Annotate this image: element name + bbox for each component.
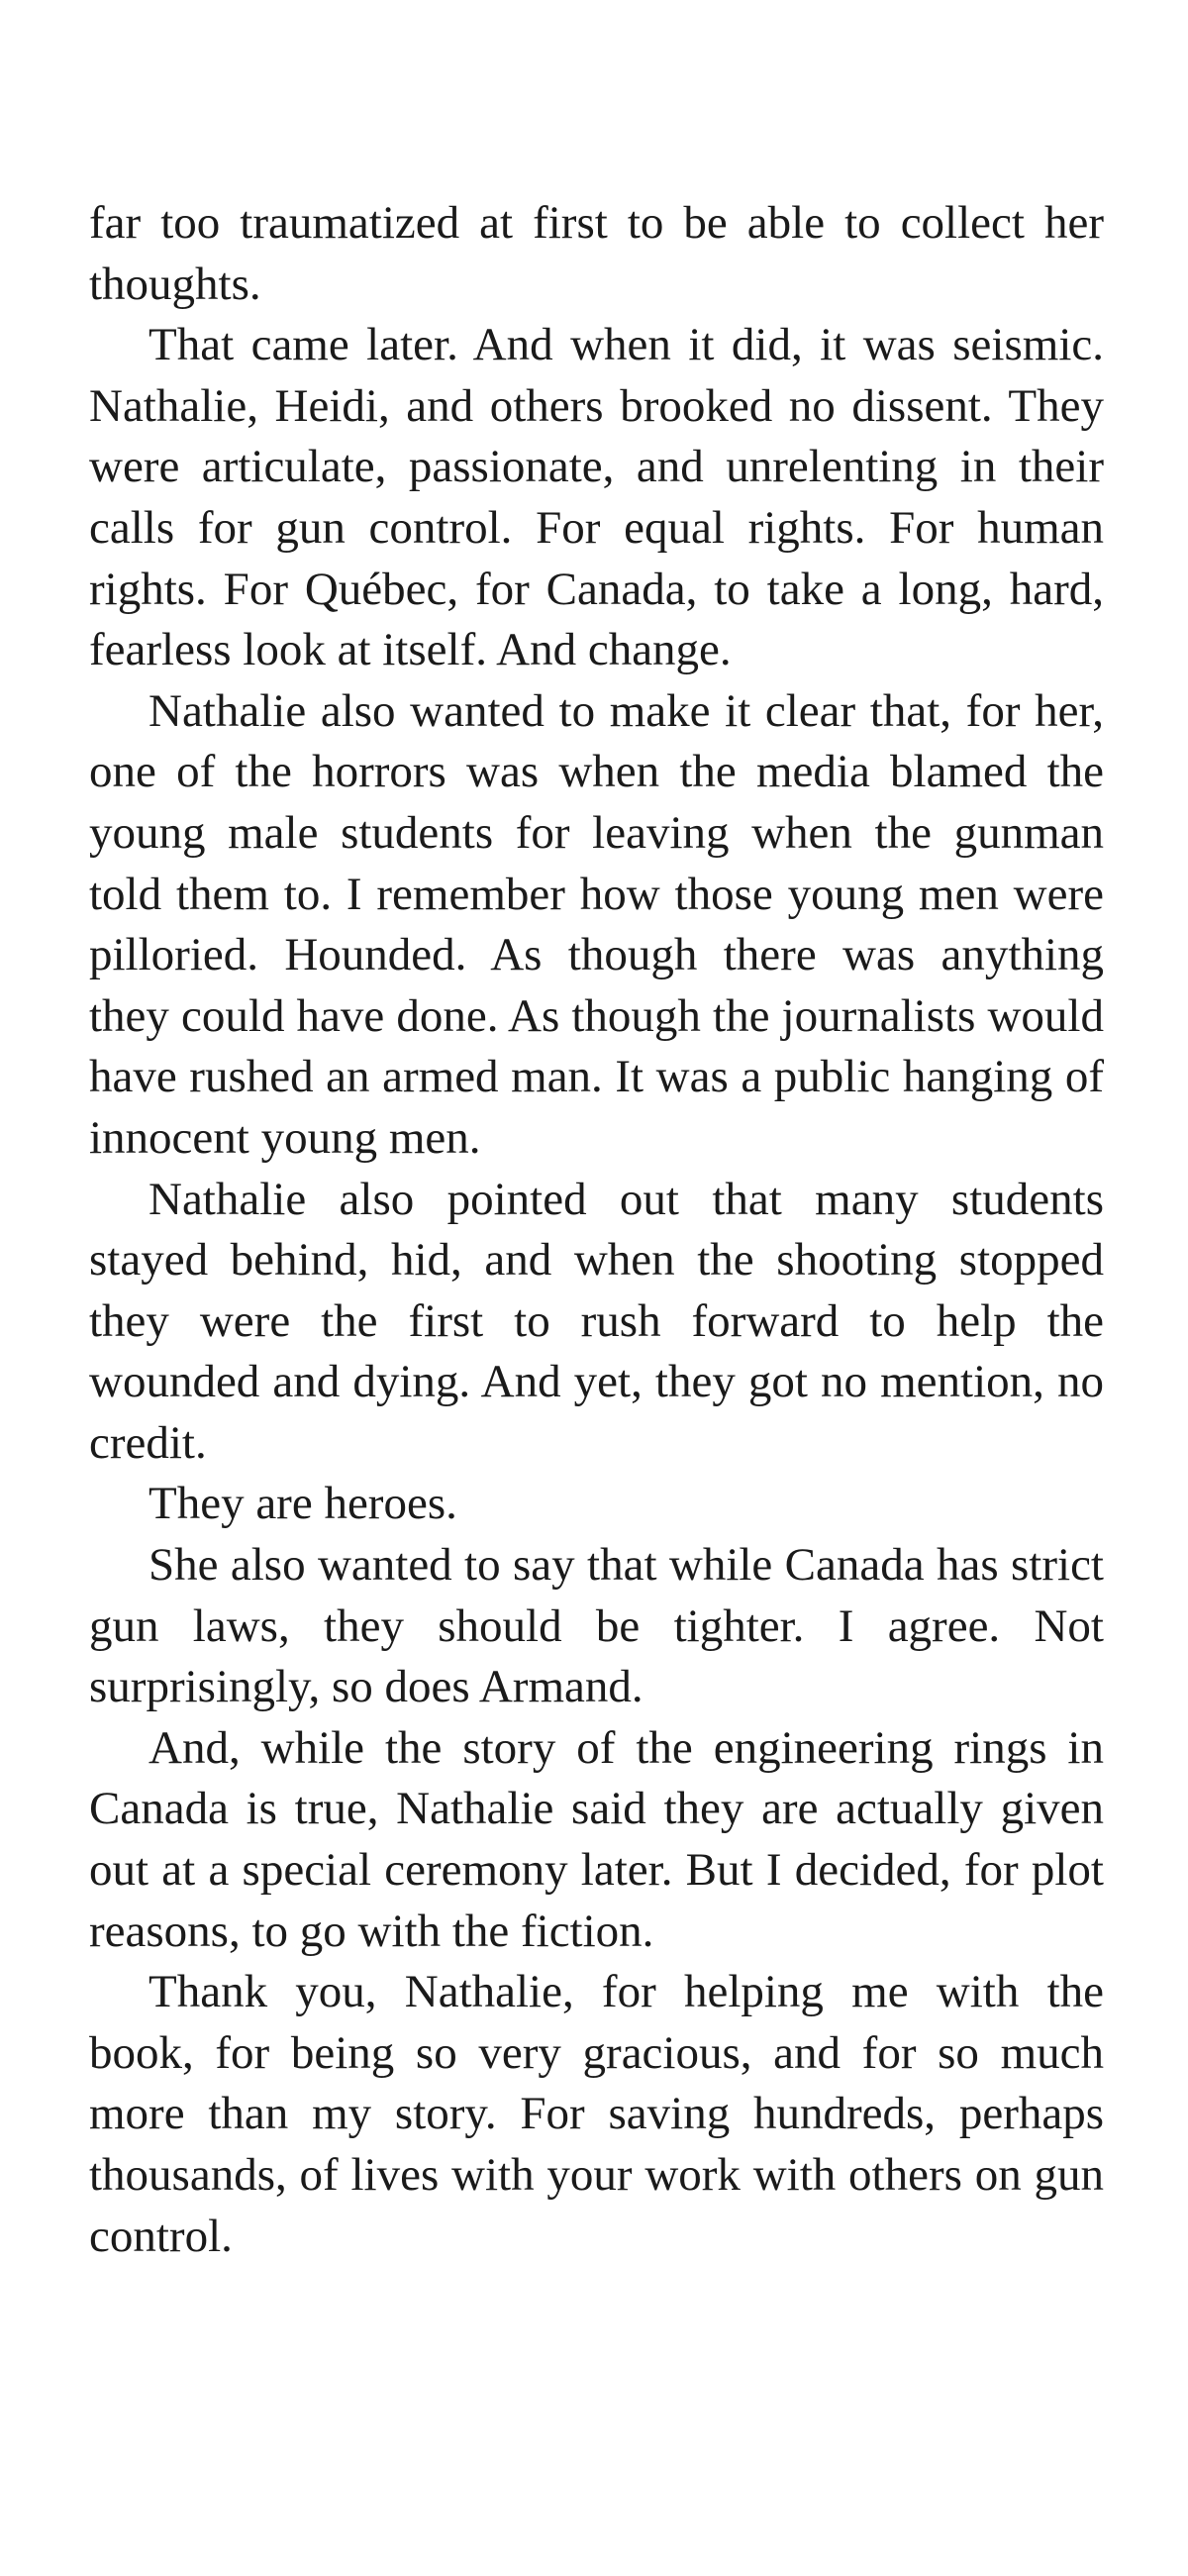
book-page-text: [89, 193, 1104, 2267]
paragraph: She also wanted to say that while Canada has strict gun laws, they should be tighter. I agree. Not surprisingly, so does Armand.: [89, 1539, 1104, 1713]
paragraph: And, while the story of the engineering rings in Canada is true, Nathalie said they are actually given out at a special ceremony later. But I decided, for plot reasons, to go with the fiction.: [89, 1721, 1104, 1957]
paragraph: Nathalie also pointed out that many students stayed behind, hid, and when the shooting stopped they were the first to rush forward to help the wounded and dying. And yet, they got no mention, no credit.: [89, 1173, 1104, 1469]
paragraph: They are heroes.: [148, 1478, 457, 1530]
paragraph: Thank you, Nathalie, for helping me with the book, for being so very gracious, and for so much more than my story. For saving hundreds, perhaps thousands, of lives with your work with others on gun control.: [89, 1966, 1104, 2262]
paragraph-continued: far too traumatized at first to be able to collect her thoughts.: [89, 197, 1104, 310]
paragraph: That came later. And when it did, it was seismic. Nathalie, Heidi, and others brooked no dissent. They were articulate, passionate, and unrelenting in their calls for gun control. For equal rights. For human rights. For Québec, for Canada, to take a long, hard, fearless look at itself. And change.: [89, 319, 1104, 676]
paragraph: Nathalie also wanted to make it clear that, for her, one of the horrors was when the media blamed the young male students for leaving when the gunman told them to. I remember how those young men were pilloried. Hounded. As though there was anything they could have done. As though the journalists would have rushed an armed man. It was a public hanging of innocent young men.: [89, 684, 1104, 1164]
